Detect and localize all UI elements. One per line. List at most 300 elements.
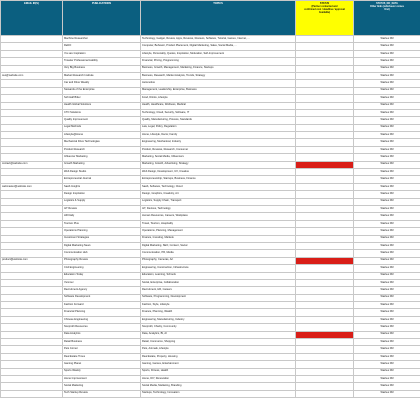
status-confirmed-cell[interactable] [296, 353, 354, 360]
status-other-cell[interactable]: Washes DM [354, 183, 420, 190]
table-row[interactable] [1, 309, 420, 316]
email-cell[interactable] [1, 390, 63, 397]
status-confirmed-cell[interactable] [296, 272, 354, 279]
email-cell[interactable] [1, 146, 63, 153]
status-other-cell[interactable]: Washes DM [354, 58, 420, 65]
topics-cell[interactable]: Startups, Technology, Innovation [141, 390, 296, 397]
topics-cell[interactable]: Quality, Manufacturing, Process, Standards [141, 117, 296, 124]
email-cell[interactable] [1, 176, 63, 183]
publication-cell[interactable]: Health Global Solutions [63, 102, 141, 109]
publication-cell[interactable]: CTO Solutions [63, 109, 141, 116]
table-row[interactable] [1, 242, 420, 249]
email-cell[interactable] [1, 58, 63, 65]
topics-cell[interactable]: Law, Legal, Policy, Regulation [141, 124, 296, 131]
table-row[interactable] [1, 346, 420, 353]
email-cell[interactable] [1, 331, 63, 338]
status-other-cell[interactable]: Washes DM [354, 154, 420, 161]
table-row[interactable] [1, 124, 420, 131]
email-cell[interactable] [1, 43, 63, 50]
table-row[interactable] [1, 287, 420, 294]
table-row[interactable] [1, 176, 420, 183]
table-row[interactable] [1, 279, 420, 286]
email-cell[interactable] [1, 375, 63, 382]
status-confirmed-cell[interactable] [296, 228, 354, 235]
publication-cell[interactable]: Investment Strategies [63, 235, 141, 242]
status-confirmed-cell[interactable] [296, 132, 354, 139]
table-row[interactable] [1, 161, 420, 168]
topics-cell[interactable]: Data, Analytics, BI, AI [141, 331, 296, 338]
status-other-cell[interactable]: Washes DM [354, 353, 420, 360]
publication-cell[interactable]: Entrepreneurial Journal [63, 176, 141, 183]
email-cell[interactable] [1, 80, 63, 87]
topics-cell[interactable]: Financial, Pricing, Programming [141, 58, 296, 65]
publication-cell[interactable]: Financial Planning [63, 309, 141, 316]
table-row[interactable] [1, 58, 420, 65]
status-confirmed-cell[interactable] [296, 169, 354, 176]
topics-cell[interactable]: Software, Programming, Development [141, 294, 296, 301]
topics-cell[interactable]: Design, Graphics, Creativity, Art [141, 191, 296, 198]
publication-cell[interactable]: Market Research Institute [63, 72, 141, 79]
status-other-cell[interactable]: Washes DM [354, 124, 420, 131]
publication-cell[interactable]: Lifestyle@Home [63, 132, 141, 139]
status-confirmed-cell[interactable] [296, 146, 354, 153]
status-other-cell[interactable]: Washes DM [354, 272, 420, 279]
email-cell[interactable] [1, 287, 63, 294]
status-other-cell[interactable]: Washes DM [354, 213, 420, 220]
status-other-cell[interactable]: Washes DM [354, 102, 420, 109]
topics-cell[interactable]: Travel, Tourism, Hospitality [141, 220, 296, 227]
status-other-cell[interactable]: Washes DM [354, 176, 420, 183]
topics-cell[interactable]: Entrepreneurship, Startups, Business, Finance [141, 176, 296, 183]
table-row[interactable] [1, 117, 420, 124]
publication-cell[interactable]: Machine Researcher [63, 36, 141, 43]
topics-cell[interactable]: Home, DIY, Renovation [141, 375, 296, 382]
publication-cell[interactable]: Chinese Engineering [63, 316, 141, 323]
table-row[interactable] [1, 361, 420, 368]
email-cell[interactable] [1, 361, 63, 368]
topics-cell[interactable]: Gaming, Games, Entertainment [141, 361, 296, 368]
status-other-cell[interactable]: Washes DM [354, 117, 420, 124]
status-other-cell[interactable]: Washes DM [354, 257, 420, 264]
status-confirmed-cell[interactable] [296, 368, 354, 375]
table-row[interactable] [1, 257, 420, 264]
status-other-cell[interactable]: Washes DM [354, 109, 420, 116]
topics-cell[interactable]: Fashion, Style, Lifestyle [141, 302, 296, 309]
email-cell[interactable] [1, 169, 63, 176]
table-row[interactable] [1, 331, 420, 338]
status-other-cell[interactable]: Washes DM [354, 324, 420, 331]
status-other-cell[interactable]: Washes DM [354, 191, 420, 198]
topics-cell[interactable]: Engineering, Construction, Infrastructure [141, 265, 296, 272]
status-other-cell[interactable]: Washes DM [354, 43, 420, 50]
status-other-cell[interactable]: Washes DM [354, 139, 420, 146]
publication-cell[interactable]: Sports Weekly [63, 368, 141, 375]
email-cell[interactable] [1, 294, 63, 301]
table-row[interactable] [1, 87, 420, 94]
email-cell[interactable] [1, 339, 63, 346]
table-row[interactable] [1, 272, 420, 279]
status-other-cell[interactable]: Washes DM [354, 72, 420, 79]
publication-cell[interactable]: Software Development [63, 294, 141, 301]
publication-cell[interactable]: Recruitment Agency [63, 287, 141, 294]
email-cell[interactable] [1, 87, 63, 94]
status-confirmed-cell[interactable] [296, 176, 354, 183]
status-other-cell[interactable]: Washes DM [354, 250, 420, 257]
status-confirmed-cell[interactable] [296, 191, 354, 198]
status-confirmed-cell[interactable] [296, 324, 354, 331]
status-other-cell[interactable]: Washes DM [354, 368, 420, 375]
topics-cell[interactable]: Automotive [141, 80, 296, 87]
table-row[interactable] [1, 265, 420, 272]
header-email[interactable]: EMAIL ID(S) [1, 1, 63, 36]
email-cell[interactable] [1, 235, 63, 242]
publication-cell[interactable]: ReDO [63, 43, 141, 50]
table-row[interactable] [1, 43, 420, 50]
topics-cell[interactable]: Social Media, Marketing, Branding [141, 383, 296, 390]
publication-cell[interactable]: Mechanical Drive Technologies [63, 139, 141, 146]
email-cell[interactable] [1, 316, 63, 323]
status-confirmed-cell[interactable] [296, 72, 354, 79]
email-cell[interactable] [1, 109, 63, 116]
publication-cell[interactable]: Growth Marketing [63, 161, 141, 168]
table-row[interactable] [1, 139, 420, 146]
email-cell[interactable]: contact@website.com [1, 161, 63, 168]
table-row[interactable] [1, 235, 420, 242]
topics-cell[interactable]: Lifestyle, Personality, Quotes, Inspiration, Motivation, Self-Improvement [141, 50, 296, 57]
table-row[interactable] [1, 324, 420, 331]
header-topics[interactable]: TOPICS [141, 1, 296, 36]
status-other-cell[interactable]: Washes DM [354, 339, 420, 346]
status-confirmed-cell[interactable] [296, 117, 354, 124]
table-row[interactable] [1, 169, 420, 176]
status-confirmed-cell[interactable] [296, 257, 354, 264]
status-confirmed-cell[interactable] [296, 287, 354, 294]
publication-cell[interactable]: IoT Review [63, 205, 141, 212]
table-row[interactable] [1, 65, 420, 72]
topics-cell[interactable]: Food, Drinks, Lifestyle [141, 95, 296, 102]
table-row[interactable] [1, 302, 420, 309]
table-row[interactable] [1, 36, 420, 43]
publication-cell[interactable]: You are Inspiration [63, 50, 141, 57]
topics-cell[interactable]: Marketing, Growth, Advertising, Strategy [141, 161, 296, 168]
topics-cell[interactable]: Logistics, Supply Chain, Transport [141, 198, 296, 205]
publication-cell[interactable]: Social Marketing [63, 383, 141, 390]
email-cell[interactable] [1, 383, 63, 390]
email-cell[interactable] [1, 242, 63, 249]
status-confirmed-cell[interactable] [296, 294, 354, 301]
status-confirmed-cell[interactable] [296, 205, 354, 212]
table-row[interactable] [1, 228, 420, 235]
status-confirmed-cell[interactable] [296, 242, 354, 249]
status-other-cell[interactable]: Washes DM [354, 383, 420, 390]
status-other-cell[interactable]: Washes DM [354, 302, 420, 309]
table-row[interactable] [1, 353, 420, 360]
topics-cell[interactable]: Product, Reviews, Research, Consumer [141, 146, 296, 153]
header-status-confirmed[interactable]: STATUS (Partner contacted and confirmed cost / deadline / approval Available) [296, 1, 354, 36]
email-cell[interactable] [1, 309, 63, 316]
topics-cell[interactable]: Retail, Commerce, Shopping [141, 339, 296, 346]
publication-cell[interactable]: Photography Review [63, 257, 141, 264]
status-other-cell[interactable]: Washes DM [354, 205, 420, 212]
topics-cell[interactable]: Recruitment, HR, Careers [141, 287, 296, 294]
publication-cell[interactable]: Operations Planning [63, 228, 141, 235]
status-confirmed-cell[interactable] [296, 80, 354, 87]
topics-cell[interactable]: Social, Enterprise, Collaboration [141, 279, 296, 286]
email-cell[interactable] [1, 228, 63, 235]
table-row[interactable] [1, 132, 420, 139]
topics-cell[interactable]: Web Design, Development, UX, Creative [141, 169, 296, 176]
topics-cell[interactable]: Operations, Planning, Management [141, 228, 296, 235]
email-cell[interactable] [1, 102, 63, 109]
table-row[interactable] [1, 191, 420, 198]
email-cell[interactable] [1, 139, 63, 146]
status-other-cell[interactable]: Washes DM [354, 375, 420, 382]
email-cell[interactable]: webmaster@website.com [1, 183, 63, 190]
table-row[interactable] [1, 375, 420, 382]
email-cell[interactable] [1, 272, 63, 279]
table-row[interactable] [1, 154, 420, 161]
email-cell[interactable] [1, 302, 63, 309]
topics-cell[interactable]: IoT, Devices, Technology [141, 205, 296, 212]
status-confirmed-cell[interactable] [296, 43, 354, 50]
topics-cell[interactable]: Real Estate, Property, Housing [141, 353, 296, 360]
status-confirmed-cell[interactable] [296, 331, 354, 338]
table-row[interactable] [1, 390, 420, 397]
table-row[interactable] [1, 95, 420, 102]
publication-cell[interactable]: Product Research [63, 146, 141, 153]
table-row[interactable] [1, 183, 420, 190]
topics-cell[interactable]: Nonprofit, Charity, Community [141, 324, 296, 331]
status-confirmed-cell[interactable] [296, 265, 354, 272]
topics-cell[interactable]: Technology, Gadget, Review, Apps, Reviews, Reviews, Software, Tutorial, Games, Internet, ... [141, 36, 296, 43]
status-confirmed-cell[interactable] [296, 65, 354, 72]
topics-cell[interactable]: Communication, PR, Media [141, 250, 296, 257]
publication-cell[interactable]: Civil Engineering [63, 265, 141, 272]
status-confirmed-cell[interactable] [296, 235, 354, 242]
table-row[interactable] [1, 316, 420, 323]
status-confirmed-cell[interactable] [296, 198, 354, 205]
publication-cell[interactable]: Yammer [63, 279, 141, 286]
topics-cell[interactable]: Digital Marketing, SEO, Content, Social [141, 242, 296, 249]
status-other-cell[interactable]: Washes DM [354, 95, 420, 102]
publication-cell[interactable]: Communication Hub [63, 250, 141, 257]
topics-cell[interactable]: Computer, Behavior, Product Placement, Digital Marketing, Sales, Social Media, ... [141, 43, 296, 50]
table-row[interactable] [1, 198, 420, 205]
table-row[interactable] [1, 383, 420, 390]
email-cell[interactable] [1, 191, 63, 198]
header-row [1, 1, 420, 36]
publication-cell[interactable]: Education Today [63, 272, 141, 279]
email-cell[interactable] [1, 117, 63, 124]
publication-cell[interactable]: Design Inspiration [63, 191, 141, 198]
email-cell[interactable]: product@website.com [1, 257, 63, 264]
email-cell[interactable] [1, 65, 63, 72]
status-other-cell[interactable]: Washes DM [354, 50, 420, 57]
publication-cell[interactable]: SaaS Insights [63, 183, 141, 190]
topics-cell[interactable]: Management, Leadership, Enterprise, Business [141, 87, 296, 94]
table-row[interactable] [1, 213, 420, 220]
publication-cell[interactable]: Nonprofit Resources [63, 324, 141, 331]
header-status-other[interactable]: STATUS_NO_DATA Other links (whichever comes first) [354, 1, 420, 36]
topics-cell[interactable]: Marketing, Social Media, Influencers [141, 154, 296, 161]
publication-cell[interactable]: Legal Methods [63, 124, 141, 131]
status-confirmed-cell[interactable] [296, 302, 354, 309]
publication-cell[interactable]: Influencer Marketing [63, 154, 141, 161]
status-confirmed-cell[interactable] [296, 346, 354, 353]
email-cell[interactable] [1, 95, 63, 102]
table-row[interactable] [1, 102, 420, 109]
table-row[interactable] [1, 146, 420, 153]
table-row[interactable] [1, 80, 420, 87]
topics-cell[interactable]: Business, Growth, Management, Marketing, Finance, Startups [141, 65, 296, 72]
table-row[interactable] [1, 220, 420, 227]
publication-cell[interactable]: Retail Business [63, 339, 141, 346]
status-other-cell[interactable]: Washes DM [354, 279, 420, 286]
email-cell[interactable] [1, 50, 63, 57]
table-row[interactable] [1, 205, 420, 212]
topics-cell[interactable]: Finance, Investing, Markets [141, 235, 296, 242]
email-cell[interactable] [1, 132, 63, 139]
status-confirmed-cell[interactable] [296, 109, 354, 116]
email-cell[interactable] [1, 154, 63, 161]
topics-cell[interactable]: Home, Lifestyle, Decor, Family [141, 132, 296, 139]
table-row[interactable] [1, 50, 420, 57]
status-other-cell[interactable]: Washes DM [354, 294, 420, 301]
header-publications[interactable]: PUBLICATIONS [63, 1, 141, 36]
status-confirmed-cell[interactable] [296, 339, 354, 346]
status-confirmed-cell[interactable] [296, 139, 354, 146]
publication-cell[interactable]: Logistics & Supply [63, 198, 141, 205]
table-row[interactable] [1, 250, 420, 257]
status-other-cell[interactable]: Washes DM [354, 87, 420, 94]
status-other-cell[interactable]: Washes DM [354, 36, 420, 43]
status-other-cell[interactable]: Washes DM [354, 309, 420, 316]
status-other-cell[interactable]: Washes DM [354, 316, 420, 323]
status-confirmed-cell[interactable] [296, 309, 354, 316]
status-confirmed-cell[interactable] [296, 124, 354, 131]
status-other-cell[interactable]: Washes DM [354, 346, 420, 353]
status-other-cell[interactable]: Washes DM [354, 65, 420, 72]
email-cell[interactable] [1, 205, 63, 212]
status-confirmed-cell[interactable] [296, 390, 354, 397]
status-other-cell[interactable]: Washes DM [354, 169, 420, 176]
topics-cell[interactable]: Health, Healthcare, Wellness, Medical [141, 102, 296, 109]
status-confirmed-cell[interactable] [296, 95, 354, 102]
status-confirmed-cell[interactable] [296, 102, 354, 109]
email-cell[interactable] [1, 124, 63, 131]
status-other-cell[interactable]: Washes DM [354, 361, 420, 368]
email-cell[interactable]: ceo@website.com [1, 72, 63, 79]
status-confirmed-cell[interactable] [296, 161, 354, 168]
status-other-cell[interactable]: Washes DM [354, 161, 420, 168]
status-confirmed-cell[interactable] [296, 58, 354, 65]
status-other-cell[interactable]: Washes DM [354, 132, 420, 139]
status-other-cell[interactable]: Washes DM [354, 228, 420, 235]
email-cell[interactable] [1, 353, 63, 360]
status-other-cell[interactable]: Washes DM [354, 80, 420, 87]
status-other-cell[interactable]: Washes DM [354, 220, 420, 227]
publication-cell[interactable]: Data Analytics [63, 331, 141, 338]
publication-cell[interactable]: Digital Marketing News [63, 242, 141, 249]
status-confirmed-cell[interactable] [296, 375, 354, 382]
status-confirmed-cell[interactable] [296, 183, 354, 190]
topics-cell[interactable]: Technology, Cloud, Security, Software, IT [141, 109, 296, 116]
status-other-cell[interactable]: Washes DM [354, 235, 420, 242]
topics-cell[interactable]: Engineering, Manufacturing, Industry [141, 316, 296, 323]
status-confirmed-cell[interactable] [296, 279, 354, 286]
topics-cell[interactable]: Engineering, Mechanical, Industry [141, 139, 296, 146]
status-other-cell[interactable]: Washes DM [354, 331, 420, 338]
publication-cell[interactable]: Gaming Planet [63, 361, 141, 368]
topics-cell[interactable]: Education, Learning, Schools [141, 272, 296, 279]
status-confirmed-cell[interactable] [296, 87, 354, 94]
status-other-cell[interactable]: Washes DM [354, 390, 420, 397]
publication-cell[interactable]: Web Design Studio [63, 169, 141, 176]
publication-cell[interactable]: Real Estate Times [63, 353, 141, 360]
status-confirmed-cell[interactable] [296, 383, 354, 390]
email-cell[interactable] [1, 265, 63, 272]
status-other-cell[interactable]: Washes DM [354, 198, 420, 205]
topics-cell[interactable]: Business, Research, Market Analysis, Trends, Strategy [141, 72, 296, 79]
status-confirmed-cell[interactable] [296, 361, 354, 368]
email-cell[interactable] [1, 346, 63, 353]
status-other-cell[interactable]: Washes DM [354, 287, 420, 294]
publication-cell[interactable]: Stewards of the Enterprise [63, 87, 141, 94]
table-row[interactable] [1, 109, 420, 116]
table-row[interactable] [1, 294, 420, 301]
email-cell[interactable] [1, 324, 63, 331]
email-cell[interactable] [1, 213, 63, 220]
email-cell[interactable] [1, 220, 63, 227]
status-confirmed-cell[interactable] [296, 36, 354, 43]
table-row[interactable] [1, 368, 420, 375]
topics-cell[interactable]: Pets, Animals, Lifestyle [141, 346, 296, 353]
status-confirmed-cell[interactable] [296, 250, 354, 257]
status-confirmed-cell[interactable] [296, 154, 354, 161]
publication-cell[interactable]: Home Improvement [63, 375, 141, 382]
topics-cell[interactable]: Human Resources, Careers, Workplace [141, 213, 296, 220]
status-confirmed-cell[interactable] [296, 220, 354, 227]
topics-cell[interactable]: Photography, Cameras, Art [141, 257, 296, 264]
publication-cell[interactable]: Tourism Plus [63, 220, 141, 227]
table-row[interactable] [1, 339, 420, 346]
publication-cell[interactable]: Pets Corner [63, 346, 141, 353]
publication-cell[interactable]: HR Daily [63, 213, 141, 220]
status-other-cell[interactable]: Washes DM [354, 242, 420, 249]
publication-cell[interactable]: Sofi Half Bitter [63, 95, 141, 102]
table-row[interactable] [1, 72, 420, 79]
email-cell[interactable] [1, 279, 63, 286]
status-other-cell[interactable]: Washes DM [354, 265, 420, 272]
topics-cell[interactable]: Sports, Fitness, Health [141, 368, 296, 375]
status-confirmed-cell[interactable] [296, 316, 354, 323]
status-confirmed-cell[interactable] [296, 50, 354, 57]
status-other-cell[interactable]: Washes DM [354, 146, 420, 153]
email-cell[interactable] [1, 36, 63, 43]
topics-cell[interactable]: SaaS, Software, Technology, Cloud [141, 183, 296, 190]
publication-cell[interactable]: Traveler Professional Liability [63, 58, 141, 65]
publication-cell[interactable]: Quality Improvement [63, 117, 141, 124]
publication-cell[interactable]: Tech Startup Review [63, 390, 141, 397]
publication-cell[interactable]: Fashion Forward [63, 302, 141, 309]
email-cell[interactable] [1, 198, 63, 205]
status-confirmed-cell[interactable] [296, 213, 354, 220]
publication-cell[interactable]: Very Big Business [63, 65, 141, 72]
email-cell[interactable] [1, 250, 63, 257]
email-cell[interactable] [1, 368, 63, 375]
topics-cell[interactable]: Finance, Planning, Wealth [141, 309, 296, 316]
publication-cell[interactable]: Car and Drive Weekly [63, 80, 141, 87]
